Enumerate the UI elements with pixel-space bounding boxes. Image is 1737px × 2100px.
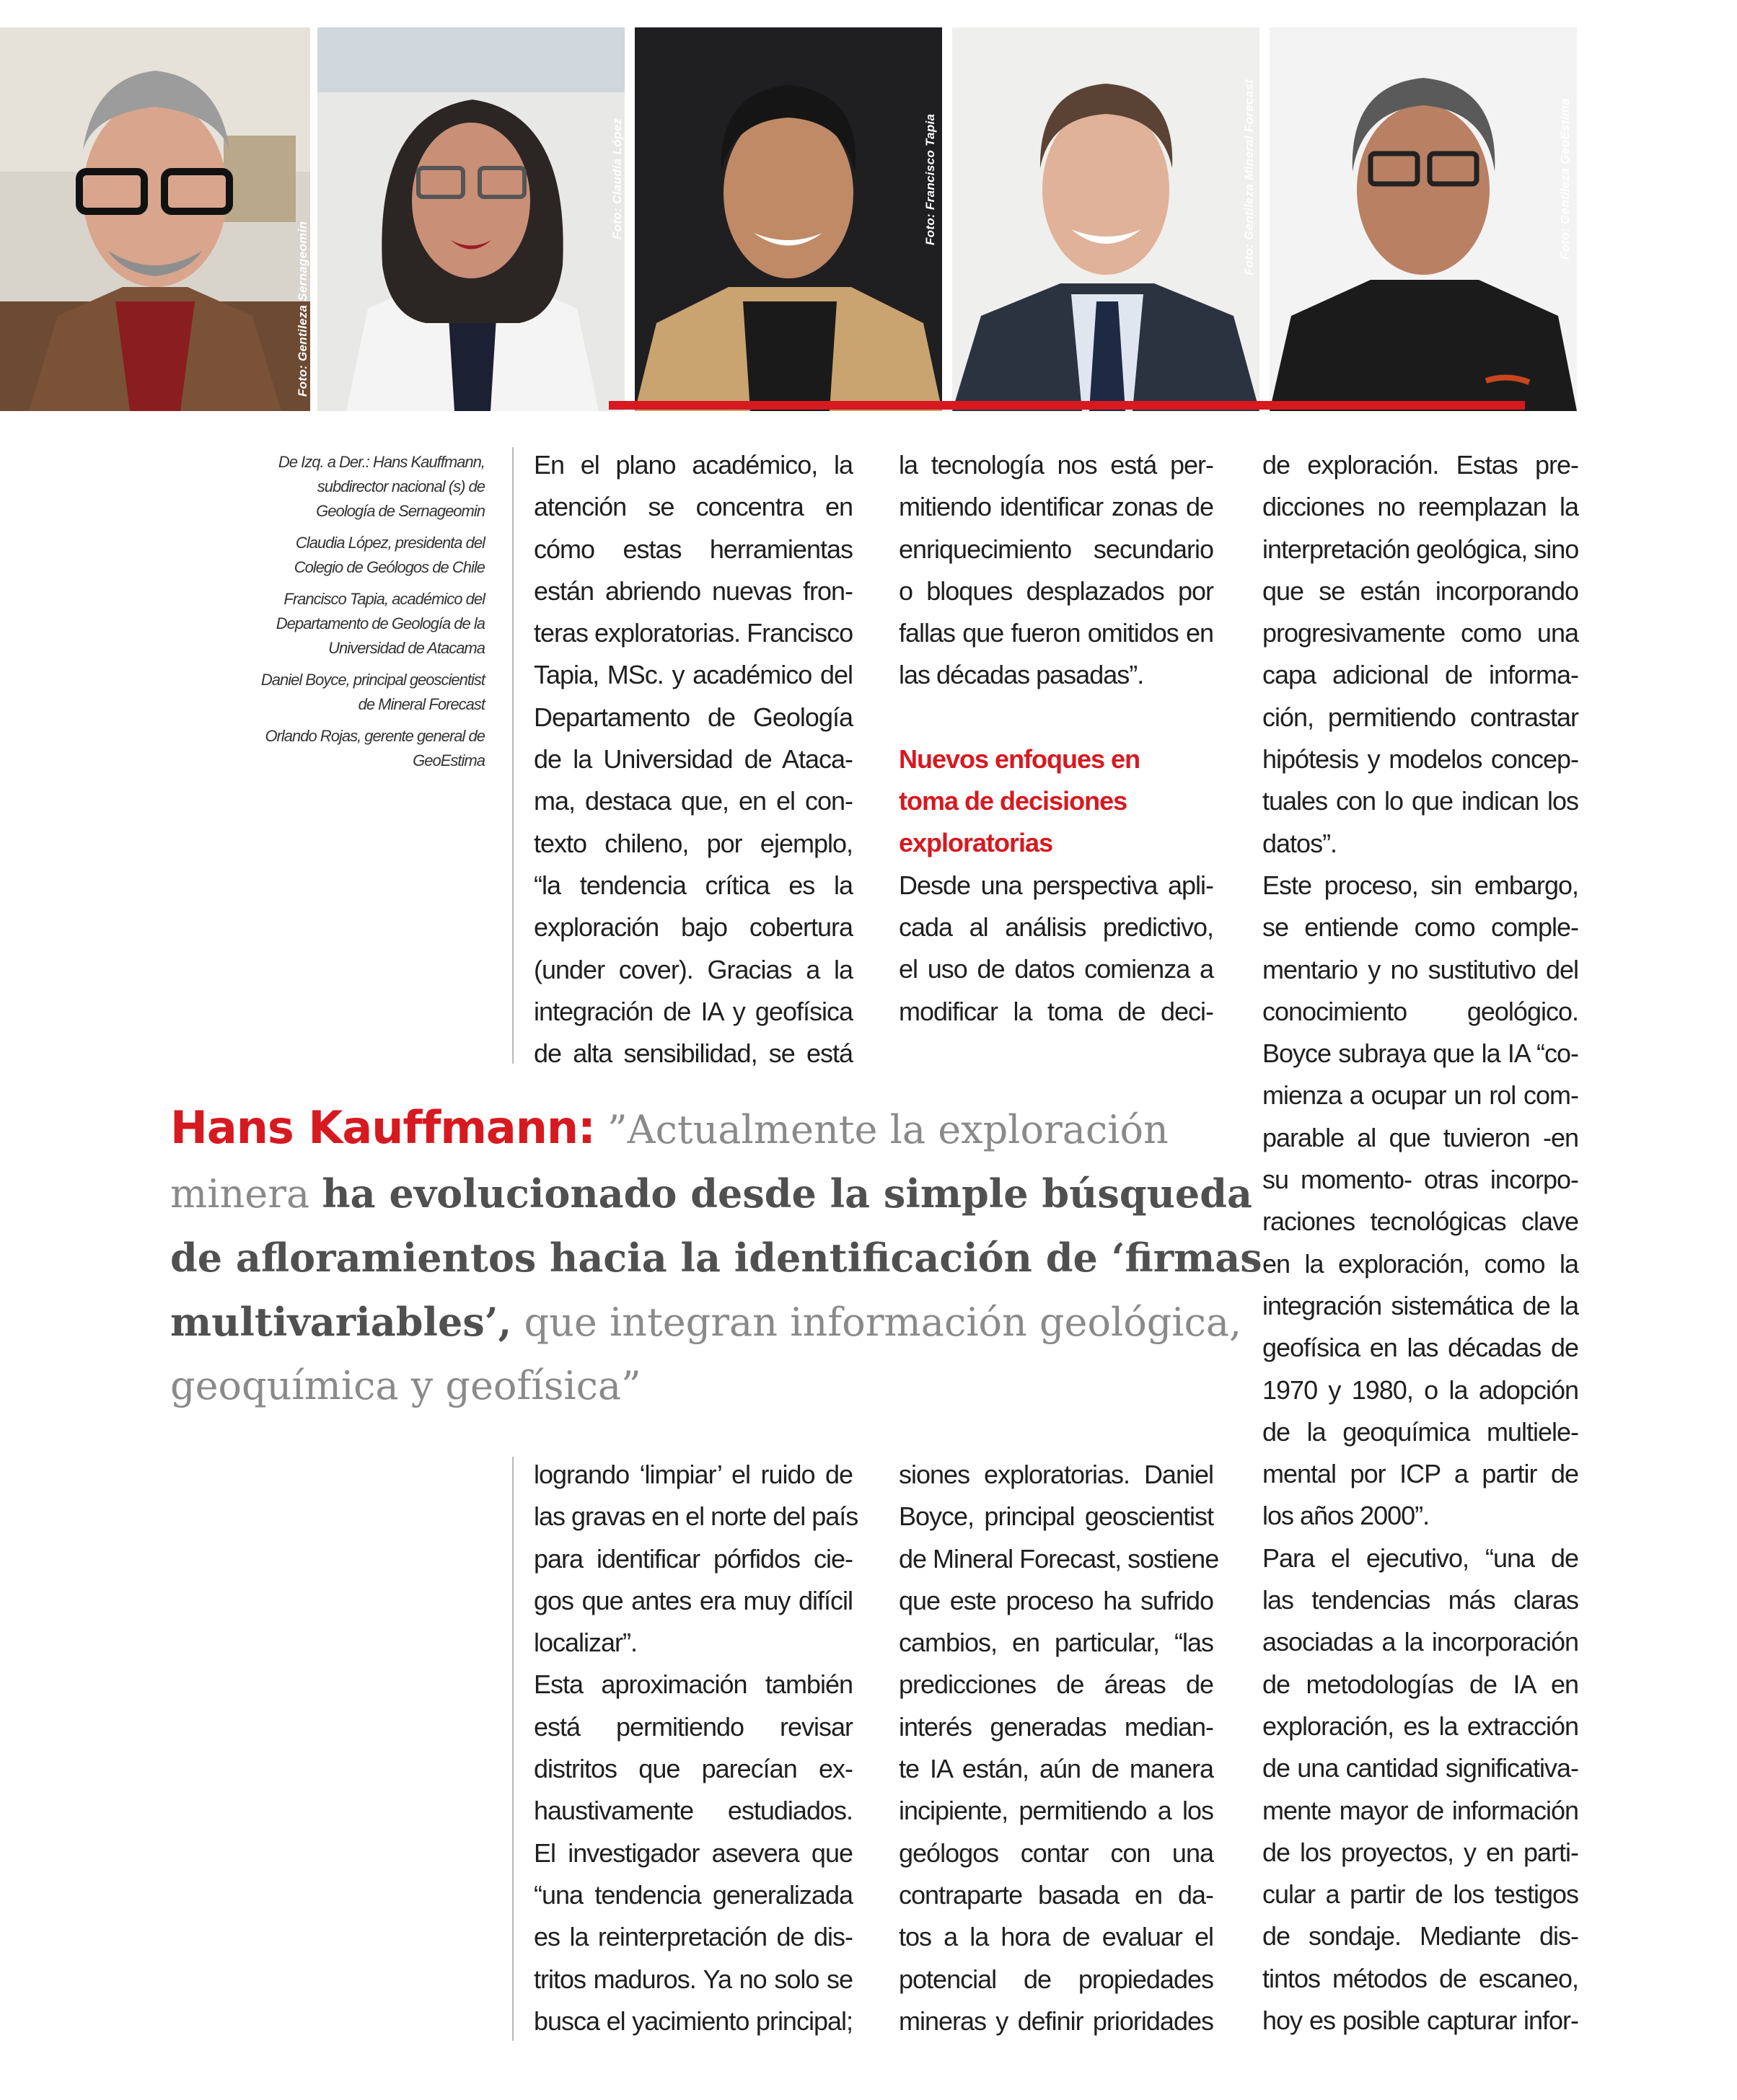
photo-orlando-rojas: [1270, 27, 1577, 411]
text-line: mitiendo identificar zonas de: [899, 492, 1213, 522]
text-line: tos a la hora de evaluar el: [899, 1922, 1213, 1952]
text-line: interpretación geológica, sino: [1262, 534, 1579, 564]
text-line: 1970 y 1980, o la adopción: [1262, 1375, 1578, 1405]
text-line: “una tendencia generalizada: [534, 1879, 853, 1910]
text-line: de sondaje. Mediante dis-: [1262, 1921, 1578, 1951]
text-line: Boyce subraya que la IA “co-: [1262, 1038, 1578, 1069]
text-line: Departamento de Geología: [534, 702, 853, 732]
text-line: las gravas en el norte del país: [534, 1501, 858, 1532]
photo-claudia-lopez: [317, 27, 625, 411]
text-line: (under cover). Gracias a la: [534, 954, 853, 984]
text-line: de una cantidad significativa-: [1262, 1753, 1578, 1783]
text-line: los años 2000”.: [1262, 1501, 1430, 1531]
quote-text: minera: [170, 1171, 310, 1217]
text-line: Este proceso, sin embargo,: [1262, 870, 1578, 900]
photo-credit: Foto: Francisco Tapia: [923, 113, 937, 245]
section-heading-line: exploratorias: [899, 828, 1053, 858]
quote-text: que integran información geológica,: [524, 1300, 1242, 1345]
text-line: mentario y no sustitutivo del: [1262, 954, 1578, 984]
text-line: están abriendo nuevas fron-: [534, 575, 853, 606]
photo-francisco-tapia: [635, 27, 942, 411]
text-line: en la exploración, como la: [1262, 1248, 1578, 1279]
text-line: de la Universidad de Ataca-: [534, 744, 853, 775]
text-line: para identificar pórfidos cie-: [534, 1543, 853, 1574]
text-line: ma, destaca que, en el con-: [534, 786, 853, 816]
text-line: fallas que fueron omitidos en: [899, 618, 1213, 648]
column-1-top: [534, 444, 853, 1075]
text-line: Para el ejecutivo, “una de: [1262, 1543, 1578, 1573]
text-line: exploración bajo cobertura: [534, 912, 853, 943]
text-line: mienza a ocupar un rol com-: [1262, 1080, 1578, 1111]
text-line: teras exploratorias. Francisco: [534, 618, 853, 648]
text-line: parable al que tuvieron -en: [1262, 1122, 1578, 1152]
quote-text-bold: ha evolucionado desde la simple búsqueda: [322, 1170, 1252, 1217]
text-line: busca el yacimiento principal;: [534, 2006, 853, 2036]
column-2: [899, 444, 1213, 1033]
text-line: texto chileno, por ejemplo,: [534, 828, 853, 858]
text-line: “la tendencia crítica es la: [534, 870, 853, 900]
column-2-top: [899, 444, 1213, 697]
text-line: de Mineral Forecast, sostiene: [899, 1543, 1219, 1574]
text-line: hipótesis y modelos concep-: [1262, 744, 1578, 775]
quote-speaker: Hans Kauffmann:: [170, 1101, 595, 1154]
text-line: incipiente, permitiendo a los: [899, 1796, 1213, 1826]
photo-credit: Foto: Gentileza Sernageomin: [296, 221, 309, 397]
text-line: cada al análisis predictivo,: [899, 912, 1213, 942]
caption: De Izq. a Der.: Hans Kauffmann, subdirector nacional (s) de Geología de Sernageomin: [278, 453, 485, 520]
text-line: predicciones de áreas de: [899, 1669, 1213, 1700]
text-line: que se están incorporando: [1262, 575, 1578, 606]
text-line: capa adicional de informa-: [1262, 660, 1578, 690]
pull-quote: [170, 1096, 1262, 1418]
text-line: de exploración. Estas pre-: [1262, 450, 1578, 480]
text-line: geólogos contar con una: [899, 1838, 1213, 1868]
quote-text-bold: de afloramientos hacia la identificación de ‘firmas: [170, 1235, 1262, 1281]
caption: Claudia López, presidenta del Colegio de Geólogos de Chile: [294, 534, 485, 576]
column-1-bottom: [534, 1454, 858, 2042]
text-line: que este proceso ha sufrido: [899, 1585, 1213, 1615]
text-line: contraparte basada en da-: [899, 1879, 1213, 1910]
text-line: te IA están, aún de manera: [899, 1754, 1213, 1784]
photo-hans-kauffmann: [0, 27, 310, 411]
text-line: integración sistemática de la: [1262, 1290, 1578, 1320]
section-heading-line: toma de decisiones: [899, 786, 1127, 816]
text-line: datos”.: [1262, 828, 1337, 858]
quote-text: geoquímica y geofísica”: [170, 1363, 641, 1408]
text-line: exploración, es la extracción: [1262, 1711, 1578, 1741]
text-line: raciones tecnológicas clave: [1262, 1206, 1578, 1237]
column-2-bottom: [899, 1454, 1219, 2042]
text-line: de los proyectos, y en parti-: [1262, 1837, 1578, 1867]
text-line: mente mayor de información: [1262, 1795, 1578, 1825]
text-line: conocimiento geológico.: [1262, 996, 1578, 1026]
text-line: o bloques desplazados por: [899, 575, 1213, 606]
caption: Orlando Rojas, gerente general de GeoEstima: [265, 727, 485, 769]
text-line: cular a partir de los testigos: [1262, 1879, 1578, 1910]
photo-credit: Foto: Gentileza GeoEstima: [1558, 98, 1572, 260]
text-line: siones exploratorias. Daniel: [899, 1460, 1213, 1489]
text-line: integración de IA y geofísica: [534, 996, 853, 1026]
text-line: enriquecimiento secundario: [899, 534, 1213, 564]
quote-text-bold: multivariables’,: [170, 1299, 512, 1345]
text-line: Esta aproximación también: [534, 1669, 853, 1700]
text-line: modificar la toma de deci-: [899, 996, 1213, 1026]
text-line: su momento- otras incorpo-: [1262, 1165, 1578, 1195]
text-line: el uso de datos comienza a: [899, 954, 1213, 984]
text-line: está permitiendo revisar: [534, 1711, 853, 1742]
section-heading-line: Nuevos enfoques en: [899, 744, 1140, 774]
text-line: gos que antes era muy difícil: [534, 1585, 853, 1615]
text-line: cambios, en particular, “las: [899, 1628, 1213, 1658]
text-line: ción, permitiendo contrastar: [1262, 702, 1578, 732]
text-line: mental por ICP a partir de: [1262, 1459, 1578, 1489]
text-line: Tapia, MSc. y académico del: [534, 660, 853, 690]
text-line: localizar”.: [534, 1628, 638, 1658]
text-line: se entiende como comple-: [1262, 912, 1578, 943]
quote-text: ”Actualmente la exploración: [607, 1107, 1169, 1152]
text-line: tritos maduros. Ya no solo se: [534, 1964, 853, 1994]
text-line: de la geoquímica multiele-: [1262, 1416, 1578, 1447]
text-line: progresivamente como una: [1262, 618, 1578, 648]
column-2-mid: [899, 865, 1213, 1033]
text-line: logrando ‘limpiar’ el ruido de: [534, 1460, 853, 1489]
photo-credit: Foto: Claudia López: [610, 118, 624, 239]
text-line: El investigador asevera que: [534, 1838, 853, 1868]
photo-credit: Foto: Gentileza Mineral Forecast: [1242, 79, 1256, 275]
text-line: asociadas a la incorporación: [1262, 1627, 1578, 1657]
text-line: es la reinterpretación de dis-: [534, 1922, 853, 1952]
text-line: distritos que parecían ex-: [534, 1754, 853, 1784]
text-line: potencial de propiedades: [899, 1964, 1213, 1994]
text-line: tuales con lo que indican los: [1262, 786, 1578, 816]
section-heading: [899, 738, 1213, 865]
text-line: hoy es posible capturar infor-: [1262, 2005, 1578, 2035]
text-line: dicciones no reemplazan la: [1262, 492, 1578, 522]
caption: Francisco Tapia, académico del Departamento de Geología de la Universidad de Atacama: [276, 590, 485, 657]
photo-daniel-boyce: [952, 27, 1259, 411]
photo-captions: [260, 450, 485, 780]
caption: Daniel Boyce, principal geoscientist de Mineral Forecast: [260, 671, 485, 713]
text-line: En el plano académico, la: [534, 450, 853, 480]
text-line: la tecnología nos está per-: [899, 450, 1213, 480]
accent-bar: [609, 401, 1525, 410]
column-rule: [512, 447, 514, 1064]
text-line: de alta sensibilidad, se está: [534, 1038, 853, 1069]
text-line: mineras y definir prioridades: [899, 2006, 1213, 2036]
text-line: interés generadas median-: [899, 1711, 1213, 1742]
text-line: Desde una perspectiva apli-: [899, 870, 1213, 900]
text-line: Boyce, principal geoscientist: [899, 1501, 1213, 1532]
text-line: las décadas pasadas”.: [899, 660, 1144, 690]
text-line: tintos métodos de escaneo,: [1262, 1963, 1578, 1993]
column-rule: [512, 1457, 514, 2041]
text-line: atención se concentra en: [534, 492, 853, 522]
text-line: las tendencias más claras: [1262, 1585, 1578, 1615]
text-line: geofísica en las décadas de: [1262, 1333, 1578, 1363]
text-line: de metodologías de IA en: [1262, 1669, 1578, 1699]
text-line: haustivamente estudiados.: [534, 1796, 853, 1826]
text-line: cómo estas herramientas: [534, 534, 853, 564]
column-3: [1262, 444, 1578, 2042]
